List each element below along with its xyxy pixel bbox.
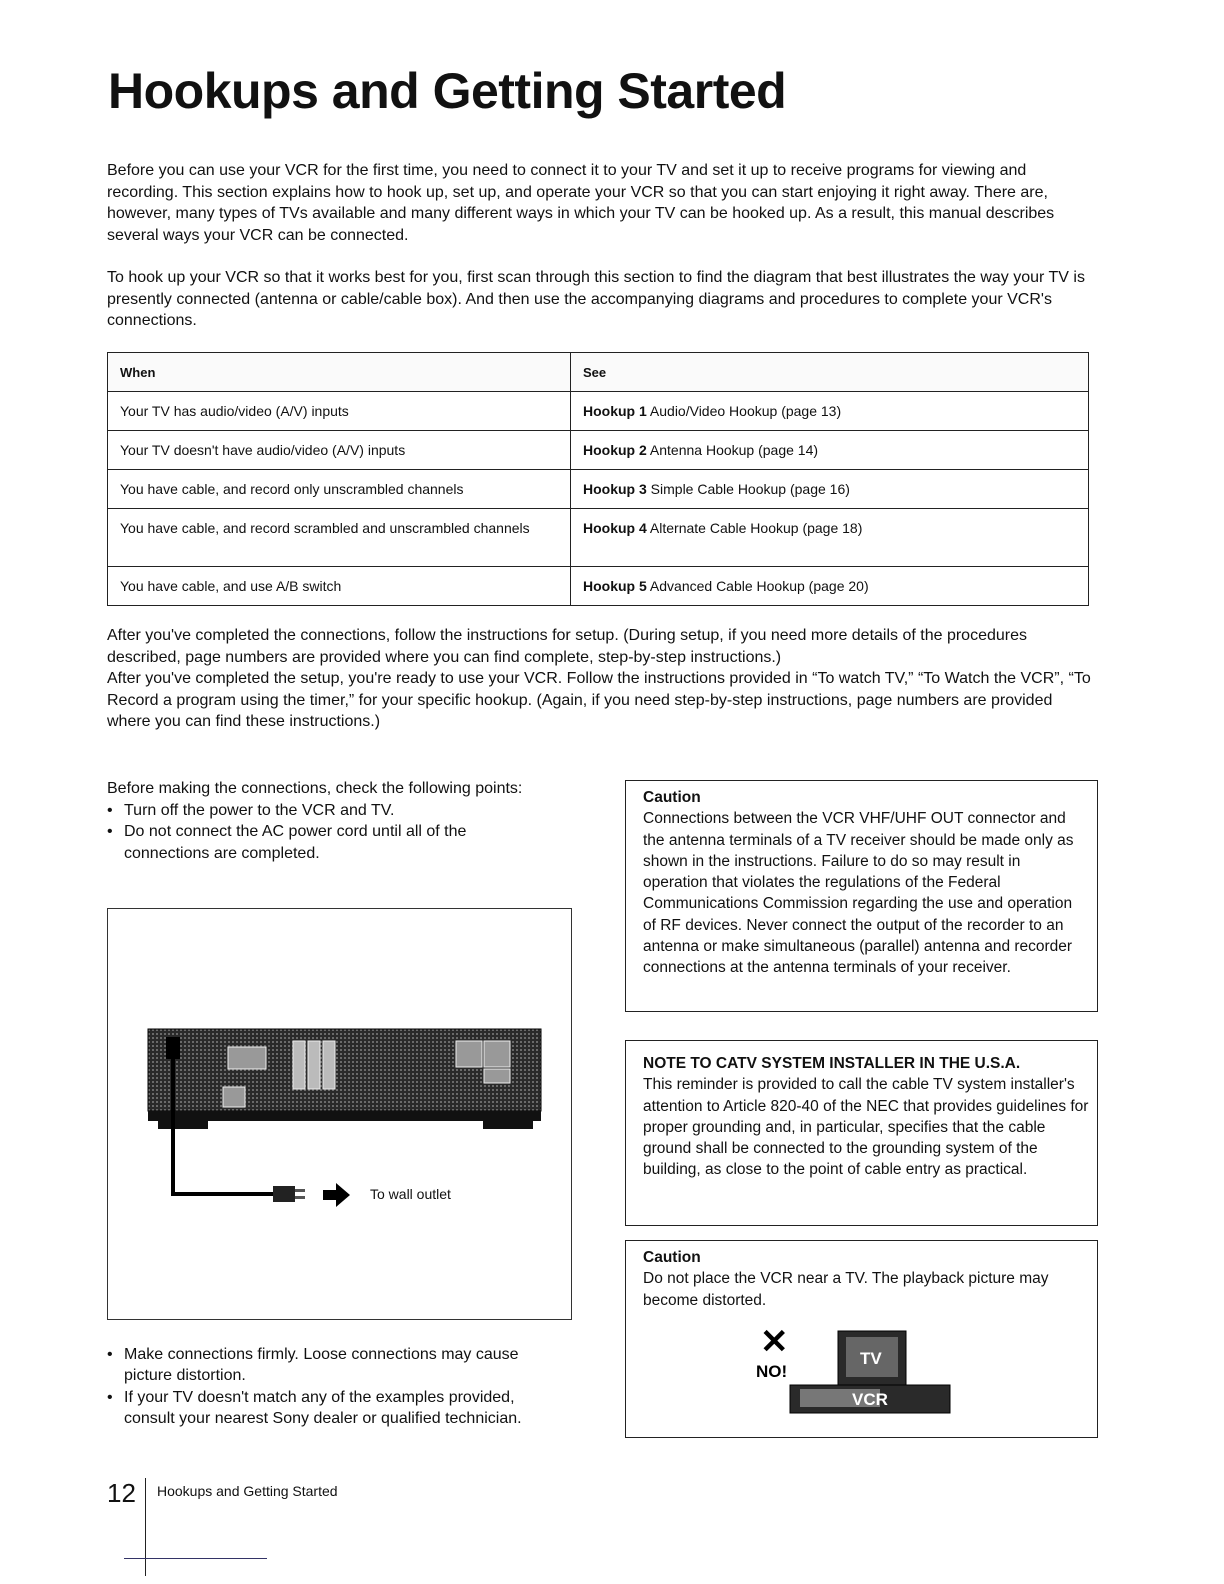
- antenna-connector: [484, 1041, 510, 1067]
- caution-heading: Caution: [643, 789, 701, 806]
- connector-jack: [293, 1041, 305, 1089]
- arrow-right-icon: [323, 1183, 350, 1207]
- power-plug: [273, 1186, 295, 1202]
- after-paragraph-1: After you've completed the connections, follow the instructions for setup. (During setup, if you need more details of the procedures described, page numbers are provided where you can find complete, step-by-step instructions.): [107, 627, 1027, 666]
- caution-heading: Caution: [643, 1249, 701, 1266]
- when-cell: You have cable, and record only unscrambled channels: [108, 470, 571, 509]
- after-paragraph-2: After you've completed the setup, you're ready to use your VCR. Follow the instructions provided in “To watch TV,” “To Watch the VCR”, “To Record a program using the timer,” for your specific hookup. (Again, if you need step-by-step instructions, page numbers are provided where you can find these instructions.): [107, 670, 1091, 730]
- note-text: This reminder is provided to call the cable TV system installer's attention to Article 820-40 of the NEC that provides guidelines for proper grounding and, in particular, specifies that the cable ground shall be connected to the grounding system of the building, as close to the point of cable entry as practical.: [643, 1076, 1089, 1179]
- hookup-label: Hookup 2: [583, 442, 647, 458]
- wall-outlet-label: To wall outlet: [370, 1186, 451, 1202]
- connector-jack: [323, 1041, 335, 1089]
- list-item: • Do not connect the AC power cord until all of the connections are completed.: [107, 821, 547, 864]
- note-heading: NOTE TO CATV SYSTEM INSTALLER IN THE U.S.A.: [643, 1055, 1021, 1072]
- list-item: • Turn off the power to the VCR and TV.: [107, 800, 547, 822]
- note-box: [625, 1040, 1098, 1226]
- see-text: Advanced Cable Hookup (page 20): [649, 578, 869, 594]
- see-text: Simple Cable Hookup (page 16): [650, 481, 850, 497]
- cross-icon: ✕: [760, 1323, 789, 1361]
- connector-panel: [228, 1047, 266, 1069]
- intro-paragraph-2: To hook up your VCR so that it works best for you, first scan through this section to find the diagram that best illustrates the way your TV is presently connected (antenna or cable/cable box). And then use the accompanying diagrams and procedures to complete your VCR's connections.: [107, 269, 1085, 329]
- hookup-guide-table: [107, 352, 1089, 606]
- plug-prong: [295, 1196, 305, 1199]
- caution-text: Do not place the VCR near a TV. The playback picture may become distorted.: [643, 1270, 1049, 1309]
- plug-prong: [295, 1189, 305, 1192]
- table-row: [108, 509, 1089, 567]
- vcr-base: [148, 1111, 541, 1121]
- intro-paragraph-1: Before you can use your VCR for the first time, you need to connect it to your TV and set it up to receive programs for viewing and recording. This section explains how to hook up, set up, and operate your VCR so that you can start enjoying it right away. There are, however, many types of TVs available and many different ways in which your TV can be hooked up. As a result, this manual describes several ways your VCR can be connected.: [107, 162, 1055, 244]
- see-cell: [571, 431, 1089, 470]
- footer-divider: [145, 1478, 146, 1576]
- hookup-label: Hookup 4: [583, 520, 647, 536]
- header-when: When: [108, 353, 571, 392]
- bottom-rule: [124, 1558, 267, 1559]
- vcr-rear-illustration: [108, 909, 571, 1319]
- table-header-row: [108, 353, 1089, 392]
- list-item: • Make connections firmly. Loose connections may cause picture distortion.: [107, 1344, 547, 1387]
- cord-clamp: [166, 1037, 180, 1059]
- see-text: Antenna Hookup (page 14): [649, 442, 819, 458]
- checklist-intro: Before making the connections, check the following points:: [107, 780, 523, 797]
- caution-text: Connections between the VCR VHF/UHF OUT connector and the antenna terminals of a TV receiver should be made only as shown in the instructions. Failure to do so may result in operation that violates the regulations of the Federal Communications Commission regarding the use and operation of RF devices. Never connect the output of the recorder to an antenna or make simultaneous (parallel) antenna and recorder connections at the antenna terminals of your receiver.: [643, 810, 1074, 977]
- page-number: 12: [107, 1478, 136, 1508]
- table-row: [108, 470, 1089, 509]
- caution-box-2: [625, 1240, 1098, 1438]
- tips: [107, 1344, 547, 1429]
- power-hookup-figure: [107, 908, 572, 1320]
- antenna-connector: [484, 1069, 510, 1083]
- hookup-label: Hookup 1: [583, 403, 647, 419]
- page-title: Hookups and Getting Started: [108, 63, 787, 119]
- table-row: [108, 431, 1089, 470]
- when-cell: You have cable, and use A/B switch: [108, 567, 571, 606]
- no-label: NO!: [756, 1362, 788, 1381]
- vcr-label: VCR: [852, 1390, 888, 1409]
- caution-box-1: [625, 780, 1098, 1012]
- tv-label: TV: [860, 1349, 882, 1368]
- checklist: [107, 778, 547, 864]
- hookup-label: Hookup 3: [583, 481, 647, 497]
- table-row: [108, 567, 1089, 606]
- see-text: Alternate Cable Hookup (page 18): [649, 520, 863, 536]
- when-cell: Your TV has audio/video (A/V) inputs: [108, 392, 571, 431]
- footer-section-title: Hookups and Getting Started: [157, 1483, 338, 1499]
- connector-panel: [223, 1087, 245, 1107]
- see-cell: [571, 392, 1089, 431]
- hookup-label: Hookup 5: [583, 578, 647, 594]
- connector-jack: [308, 1041, 320, 1089]
- see-cell: [571, 509, 1089, 567]
- when-cell: You have cable, and record scrambled and unscrambled channels: [108, 509, 571, 567]
- vcr-foot-left: [158, 1121, 208, 1129]
- list-item: • If your TV doesn't match any of the examples provided, consult your nearest Sony dealer or qualified technician.: [107, 1387, 547, 1430]
- see-cell: [571, 567, 1089, 606]
- see-text: Audio/Video Hookup (page 13): [649, 403, 842, 419]
- header-see: See: [571, 353, 1089, 392]
- no-placement-illustration: [756, 1319, 956, 1419]
- vcr-foot-right: [483, 1121, 533, 1129]
- antenna-connector: [456, 1041, 482, 1067]
- when-cell: Your TV doesn't have audio/video (A/V) inputs: [108, 431, 571, 470]
- see-cell: [571, 470, 1089, 509]
- table-row: [108, 392, 1089, 431]
